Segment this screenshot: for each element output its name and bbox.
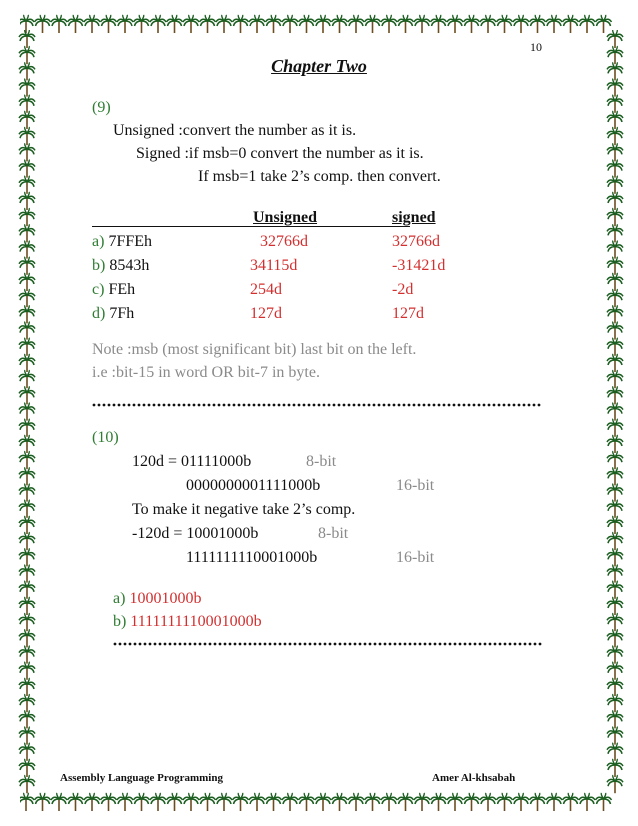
palm-tree-icon [513,793,529,811]
palm-tree-icon [530,15,546,33]
palm-border-left [16,30,38,800]
palm-tree-icon [607,111,623,129]
palm-tree-icon [266,793,282,811]
palm-tree-icon [19,451,35,469]
signed-rule-msb0: Signed :if msb=0 convert the number as it is. [136,145,424,162]
palm-tree-icon [299,793,315,811]
palm-tree-icon [167,15,183,33]
palm-tree-icon [348,793,364,811]
row-letter: d) [92,305,106,322]
palm-tree-icon [607,79,623,97]
palm-tree-icon [19,484,35,502]
palm-tree-icon [19,548,35,566]
palm-tree-icon [299,15,315,33]
row-letter: a) [92,233,105,250]
row-unsigned-value: 127d [250,305,282,322]
palm-tree-icon [546,793,562,811]
palm-tree-icon [19,419,35,437]
palm-tree-icon [19,257,35,275]
row-unsigned-value: 32766d [260,233,308,250]
palm-tree-icon [19,305,35,323]
palm-border-bottom [20,792,618,814]
palm-tree-icon [607,95,623,113]
palm-tree-icon [607,532,623,550]
palm-tree-icon [266,15,282,33]
palm-tree-icon [607,305,623,323]
palm-tree-icon [607,500,623,518]
palm-tree-icon [19,532,35,550]
unsigned-rule: Unsigned :convert the number as it is. [113,122,357,139]
palm-tree-icon [19,354,35,372]
dotted-separator [113,642,545,646]
palm-tree-icon [19,338,35,356]
palm-tree-icon [19,95,35,113]
palm-tree-icon [579,15,595,33]
palm-tree-icon [414,15,430,33]
answer-b [113,612,262,632]
palm-tree-icon [497,793,513,811]
page-number: 10 [530,40,542,54]
palm-tree-icon [607,176,623,194]
palm-tree-icon [607,224,623,242]
palm-tree-icon [447,15,463,33]
table-row [92,304,134,324]
palm-tree-icon [607,289,623,307]
palm-tree-icon [414,793,430,811]
palm-tree-icon [607,403,623,421]
palm-tree-icon [19,79,35,97]
palm-tree-icon [19,694,35,712]
palm-tree-icon [365,793,381,811]
palm-tree-icon [607,727,623,745]
bit-width-label: 16-bit [396,477,435,494]
palm-tree-icon [464,793,480,811]
palm-tree-icon [513,15,529,33]
palm-tree-icon [117,15,133,33]
palm-tree-icon [233,793,249,811]
palm-tree-icon [607,548,623,566]
header-unsigned: Unsigned [253,209,318,226]
palm-tree-icon [607,516,623,534]
palm-tree-icon [607,160,623,178]
palm-tree-icon [19,127,35,145]
palm-tree-icon [19,743,35,761]
palm-tree-icon [315,15,331,33]
palm-tree-icon [150,15,166,33]
palm-tree-icon [607,338,623,356]
palm-tree-icon [607,273,623,291]
row-signed-value: -31421d [392,257,446,274]
palm-tree-icon [117,793,133,811]
palm-tree-icon [19,565,35,583]
palm-tree-icon [480,15,496,33]
section-9-label: (9) [92,99,111,116]
palm-tree-icon [607,710,623,728]
palm-tree-icon [607,435,623,453]
palm-tree-icon [563,793,579,811]
palm-tree-icon [607,127,623,145]
footer-course-title: Assembly Language Programming [60,772,223,784]
palm-tree-icon [19,710,35,728]
palm-tree-icon [497,15,513,33]
bit-width-label: 8-bit [306,453,337,470]
note-bit-position: i.e :bit-15 in word OR bit-7 in byte. [92,364,320,381]
palm-tree-icon [607,354,623,372]
palm-tree-icon [431,793,447,811]
section-10-label: (10) [92,429,119,446]
palm-tree-icon [19,516,35,534]
palm-tree-icon [101,15,117,33]
palm-tree-icon [607,759,623,777]
palm-tree-icon [167,793,183,811]
answer-a [113,589,201,609]
palm-tree-icon [607,597,623,615]
palm-tree-icon [282,793,298,811]
palm-tree-icon [68,15,84,33]
palm-tree-icon [134,793,150,811]
palm-tree-icon [315,793,331,811]
palm-tree-icon [19,467,35,485]
palm-tree-icon [332,15,348,33]
answer-letter: a) [113,590,126,607]
binary-120-8bit: 120d = 01111000b [132,453,252,470]
palm-tree-icon [348,15,364,33]
row-letter: b) [92,257,106,274]
palm-tree-icon [607,241,623,259]
palm-tree-icon [607,694,623,712]
palm-border-top [20,14,618,36]
table-header-rule [92,226,410,227]
palm-tree-icon [607,565,623,583]
row-hex: 8543h [109,257,150,274]
palm-tree-icon [447,793,463,811]
table-row [92,232,152,252]
palm-tree-icon [19,613,35,631]
chapter-title: Chapter Two [271,56,367,76]
palm-tree-icon [19,176,35,194]
row-signed-value: 32766d [392,233,440,250]
palm-tree-icon [381,793,397,811]
palm-tree-icon [431,15,447,33]
row-signed-value: 127d [392,305,424,322]
palm-tree-icon [282,15,298,33]
palm-tree-icon [19,435,35,453]
palm-tree-icon [19,759,35,777]
palm-tree-icon [19,403,35,421]
palm-tree-icon [19,775,35,793]
palm-tree-icon [19,160,35,178]
palm-tree-icon [607,370,623,388]
palm-tree-icon [249,793,265,811]
palm-tree-icon [607,646,623,664]
palm-tree-icon [607,257,623,275]
table-row [92,256,149,276]
negative-instruction: To make it negative take 2’s comp. [132,501,356,518]
palm-tree-icon [398,793,414,811]
palm-tree-icon [579,793,595,811]
note-msb: Note :msb (most significant bit) last bit on the left. [92,341,417,358]
palm-tree-icon [365,15,381,33]
palm-tree-icon [84,15,100,33]
palm-tree-icon [134,15,150,33]
bit-width-label: 8-bit [318,525,349,542]
palm-tree-icon [607,386,623,404]
palm-tree-icon [607,678,623,696]
palm-tree-icon [19,273,35,291]
palm-tree-icon [19,224,35,242]
row-signed-value: -2d [392,281,414,298]
palm-tree-icon [607,775,623,793]
palm-tree-icon [183,793,199,811]
palm-tree-icon [607,322,623,340]
palm-tree-icon [19,370,35,388]
answer-value: 1111111110001000b [130,613,262,630]
palm-tree-icon [607,208,623,226]
bit-width-label: 16-bit [396,549,435,566]
palm-tree-icon [546,15,562,33]
palm-tree-icon [607,629,623,647]
palm-tree-icon [607,419,623,437]
dotted-separator [92,403,544,407]
palm-tree-icon [19,727,35,745]
palm-tree-icon [381,15,397,33]
palm-tree-icon [51,15,67,33]
palm-tree-icon [480,793,496,811]
palm-tree-icon [183,15,199,33]
header-signed: signed [392,209,436,226]
footer-author: Amer Al-khsabah [432,772,516,784]
palm-tree-icon [19,192,35,210]
palm-tree-icon [607,662,623,680]
palm-tree-icon [607,30,623,48]
palm-tree-icon [19,241,35,259]
palm-tree-icon [249,15,265,33]
palm-tree-icon [19,646,35,664]
binary-neg120-16bit: 1111111110001000b [186,549,318,566]
answer-letter: b) [113,613,127,630]
row-unsigned-value: 254d [250,281,282,298]
palm-tree-icon [19,629,35,647]
binary-neg120-8bit: -120d = 10001000b [132,525,259,542]
palm-tree-icon [19,500,35,518]
palm-border-right [604,30,626,800]
palm-tree-icon [19,143,35,161]
palm-tree-icon [19,581,35,599]
palm-tree-icon [216,15,232,33]
palm-tree-icon [530,793,546,811]
answer-value: 10001000b [129,590,202,607]
palm-tree-icon [464,15,480,33]
palm-tree-icon [19,289,35,307]
signed-rule-msb1: If msb=1 take 2’s comp. then convert. [198,168,441,185]
row-hex: 7Fh [109,305,135,322]
binary-120-16bit: 0000000001111000b [186,477,321,494]
palm-tree-icon [19,208,35,226]
palm-tree-icon [216,793,232,811]
row-hex: FEh [108,281,136,298]
palm-tree-icon [19,597,35,615]
palm-tree-icon [607,143,623,161]
palm-tree-icon [607,192,623,210]
palm-tree-icon [200,15,216,33]
palm-tree-icon [84,793,100,811]
palm-tree-icon [607,613,623,631]
row-letter: c) [92,281,105,298]
palm-tree-icon [19,678,35,696]
palm-tree-icon [607,467,623,485]
palm-tree-icon [19,386,35,404]
palm-tree-icon [607,581,623,599]
palm-tree-icon [398,15,414,33]
palm-tree-icon [19,111,35,129]
palm-tree-icon [51,793,67,811]
palm-tree-icon [200,793,216,811]
palm-tree-icon [607,743,623,761]
palm-tree-icon [19,662,35,680]
palm-tree-icon [68,793,84,811]
table-row [92,280,135,300]
palm-tree-icon [607,451,623,469]
row-unsigned-value: 34115d [250,257,298,274]
row-hex: 7FFEh [108,233,153,250]
palm-tree-icon [332,793,348,811]
palm-tree-icon [150,793,166,811]
palm-tree-icon [19,322,35,340]
palm-tree-icon [607,484,623,502]
palm-tree-icon [563,15,579,33]
palm-tree-icon [101,793,117,811]
palm-tree-icon [19,30,35,48]
palm-tree-icon [233,15,249,33]
